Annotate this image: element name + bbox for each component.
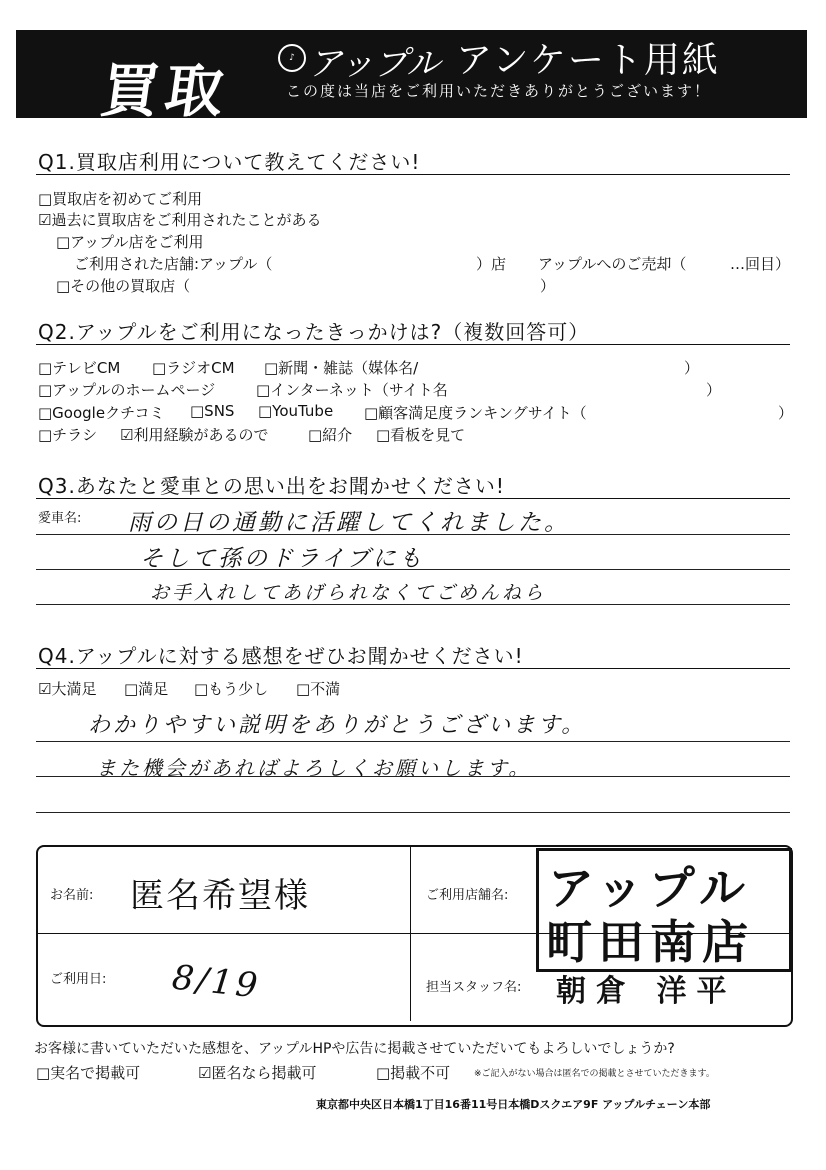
date-value[interactable]: 8/19 xyxy=(170,957,263,1007)
name-label: お名前: xyxy=(50,888,94,903)
q2-title: Q2.アップルをご利用になったきっかけは?（複数回答可） xyxy=(38,320,590,344)
store-stamp-line-1: アップル xyxy=(548,861,751,915)
checked-box-icon: ☑ xyxy=(198,1064,212,1082)
apple-logo-icon: ♪ xyxy=(278,44,306,72)
q2-option-youtube[interactable]: □YouTube xyxy=(258,402,334,420)
q2-option-newspaper[interactable]: □新聞・雑誌（媒体名/ xyxy=(264,359,419,377)
publish-note: ※ご記入がない場合は匿名での掲載とさせていただきます。 xyxy=(474,1069,715,1079)
publish-option-no[interactable]: □掲載不可 xyxy=(376,1064,451,1082)
brand-name: アップル xyxy=(308,44,441,84)
q3-line-1 xyxy=(36,534,790,535)
q2-option-experience[interactable]: ☑利用経験があるので xyxy=(120,426,269,444)
q2-row2-close: ） xyxy=(706,381,722,399)
box-divider-vertical xyxy=(410,847,411,1021)
q1-count-suffix: …回目） xyxy=(730,255,791,273)
publish-option-real-name[interactable]: □実名で掲載可 xyxy=(36,1064,141,1082)
q2-option-internet[interactable]: □インターネット（サイト名 xyxy=(256,381,448,399)
q4-option-unsatisfied[interactable]: □不満 xyxy=(296,680,341,698)
q3-rule xyxy=(36,498,790,499)
q4-rule xyxy=(36,668,790,669)
checked-box-icon: ☑ xyxy=(38,211,52,229)
q4-line-3 xyxy=(36,812,790,813)
q2-option-google[interactable]: □Googleクチコミ xyxy=(38,404,165,422)
survey-title: アンケート用紙 xyxy=(456,40,720,81)
survey-subtitle: この度は当店をご利用いただきありがとうございます！ xyxy=(286,82,712,100)
header-banner xyxy=(16,30,807,125)
q1-other-close: ） xyxy=(540,277,556,295)
q2-option-homepage[interactable]: □アップルのホームページ xyxy=(38,381,216,399)
store-stamp-line-2: 町田南店 xyxy=(546,915,754,969)
q1-title: Q1.買取店利用について教えてください! xyxy=(38,150,421,174)
q4-answer-line-2: また機会があればよろしくお願いします。 xyxy=(96,756,532,780)
q3-title: Q3.あなたと愛車との思い出をお聞かせください! xyxy=(38,474,505,498)
store-name-label: ご利用店舗名: xyxy=(426,888,509,903)
q3-answer-line-2: そして孫のドライブにも xyxy=(140,546,425,572)
q2-option-ranking[interactable]: □顧客満足度ランキングサイト（ xyxy=(364,404,587,422)
q1-store-label: ご利用された店舗:アップル（ xyxy=(74,255,273,273)
q3-answer-line-3: お手入れしてあげられなくてごめんねら xyxy=(150,582,547,604)
q4-line-1 xyxy=(36,741,790,742)
q4-answer-line-1: わかりやすい説明をありがとうございます。 xyxy=(88,713,587,738)
name-value[interactable]: 匿名希望様 xyxy=(130,876,310,916)
q3-line-3 xyxy=(36,604,790,605)
q2-option-signboard[interactable]: □看板を見て xyxy=(376,426,466,444)
q3-line-2 xyxy=(36,569,790,570)
q1-count-label: アップルへのご売却（ xyxy=(538,255,687,273)
q2-option-radiocm[interactable]: □ラジオCM xyxy=(152,359,235,377)
hq-address: 東京都中央区日本橋1丁目16番11号日本橋Dスクエア9F アップルチェーン本部 xyxy=(316,1098,711,1111)
q2-option-sns[interactable]: □SNS xyxy=(190,402,235,420)
staff-stamp: 朝倉 洋平 xyxy=(556,974,737,1009)
q1-option-past[interactable]: ☑過去に買取店をご利用されたことがある xyxy=(38,211,322,229)
q2-row1-close: ） xyxy=(684,359,700,377)
q1-option-other[interactable]: □その他の買取店（ xyxy=(56,277,191,295)
q2-option-tvcm[interactable]: □テレビCM xyxy=(38,359,121,377)
q4-option-satisfied[interactable]: □満足 xyxy=(124,680,169,698)
q4-line-2 xyxy=(36,776,790,777)
q3-answer-line-1: 雨の日の通勤に活躍してくれました。 xyxy=(128,510,570,536)
date-label: ご利用日: xyxy=(50,972,107,987)
staff-label: 担当スタッフ名: xyxy=(426,980,522,995)
q1-store-suffix: ）店 xyxy=(476,255,507,273)
q2-rule xyxy=(36,344,790,345)
q2-option-referral[interactable]: □紹介 xyxy=(308,426,353,444)
q4-option-more[interactable]: □もう少し xyxy=(194,680,269,698)
q2-option-flyer[interactable]: □チラシ xyxy=(38,426,98,444)
q3-car-label: 愛車名: xyxy=(38,511,82,526)
checked-box-icon: ☑ xyxy=(120,426,134,444)
publish-question: お客様に書いていただいた感想を、アップルHPや広告に掲載させていただいてもよろしいでしょうか? xyxy=(34,1041,675,1057)
publish-option-anonymous[interactable]: ☑匿名なら掲載可 xyxy=(198,1064,317,1082)
checked-box-icon: ☑ xyxy=(38,680,52,698)
q1-option-apple[interactable]: □アップル店をご利用 xyxy=(56,233,204,251)
q1-rule xyxy=(36,174,790,175)
q4-option-very-satisfied[interactable]: ☑大満足 xyxy=(38,680,97,698)
q1-option-first[interactable]: □買取店を初めてご利用 xyxy=(38,190,203,208)
kaitori-title: 買取 xyxy=(96,57,235,125)
q2-row3-close: ） xyxy=(778,404,794,422)
q4-title: Q4.アップルに対する感想をぜひお聞かせください! xyxy=(38,644,524,668)
